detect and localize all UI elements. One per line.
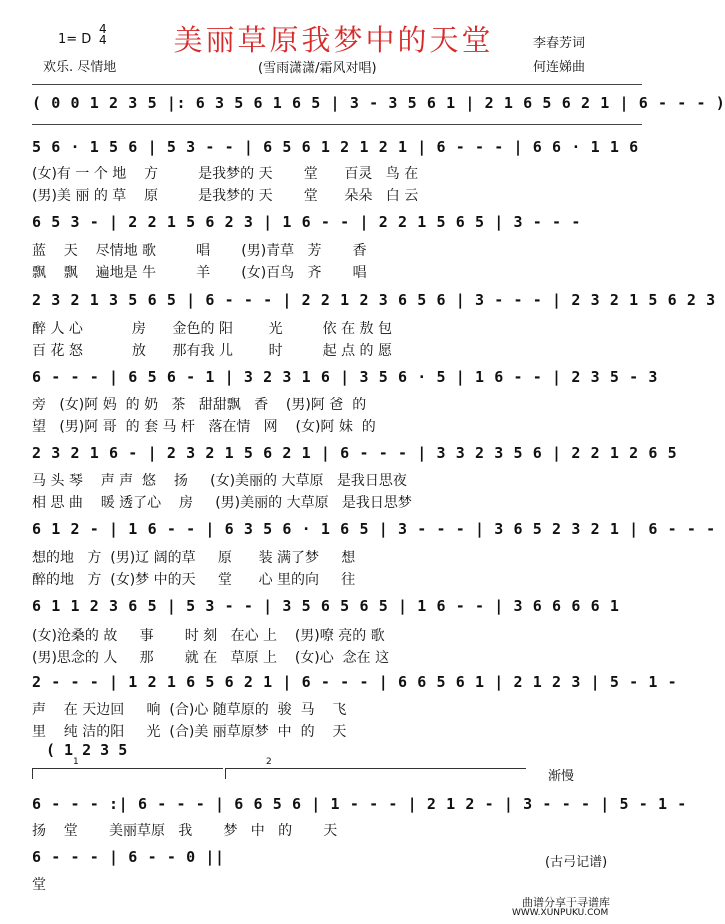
time-signature-bottom: 4 (99, 33, 107, 47)
lyric-line: 扬 堂 美丽草原 我 梦 中 的 天 (32, 823, 338, 839)
lyric-line: 百 花 怒 放 那有我 儿 时 起 点 的 愿 (32, 343, 393, 359)
time-signature-top: 4 (99, 22, 107, 36)
composer: 何连娣曲 (533, 60, 586, 75)
key-signature: 1= D (58, 32, 92, 47)
lyric-line: 旁 (女)阿 妈 的 奶 茶 甜甜飘 香 (男)阿 爸 的 (32, 397, 367, 413)
notation-line-3: 2 3 2 1 3 5 6 5 | 6 - - - | 2 2 1 2 3 6 5 6 | 3 - - - | 2 3 2 1 5 6 2 3 (32, 291, 716, 309)
lyric-line: 醉的地 方 (女)梦 中的天 堂 心 里的向 往 (32, 572, 356, 588)
song-subtitle: (雪雨潇潇/霜风对唱) (258, 61, 377, 76)
footer-site-url[interactable]: WWW.XUNPUKU.COM (512, 908, 609, 918)
notation-line-2: 6 5 3 - | 2 2 1 5 6 2 3 | 1 6 - - | 2 2 1 5 6 5 | 3 - - - (32, 213, 581, 231)
lyric-line: (男)思念的 人 那 就 在 草原 上 (女)心 念在 这 (32, 650, 390, 666)
notation-line-5: 2 3 2 1 6 - | 2 3 2 1 5 6 2 1 | 6 - - - | 3 3 2 3 5 6 | 2 2 1 2 6 5 (32, 444, 678, 462)
second-ending-bracket (225, 757, 526, 779)
lyricist: 李春芳词 (533, 36, 586, 51)
lyric-line: (女)有 一 个 地 方 是我梦的 天 堂 百灵 鸟 在 (32, 166, 419, 182)
lyric-line: 飘 飘 遍地是 牛 羊 (女)百鸟 齐 唱 (32, 265, 367, 281)
staff-rule (32, 124, 642, 125)
notation-line-10: 6 - - - | 6 - - 0 || (32, 848, 225, 866)
lyric-line: 蓝 天 尽情地 歌 唱 (男)青草 芳 香 (32, 243, 367, 259)
notation-line-1: 5 6 · 1 5 6 | 5 3 - - | 6 5 6 1 2 1 2 1 | 6 - - - | 6 6 · 1 1 6 (32, 138, 639, 156)
lyric-line: (男)美 丽 的 草 原 是我梦的 天 堂 朵朵 白 云 (32, 188, 419, 204)
lyric-line: 里 纯 洁的阳 光 (合)美 丽草原梦 中 的 天 (32, 724, 347, 740)
footer-site-name: 曲谱分享于寻谱库 (522, 896, 610, 909)
notation-line-7: 6 1 1 2 3 6 5 | 5 3 - - | 3 5 6 5 6 5 | 1 6 - - | 3 6 6 6 6 1 (32, 597, 620, 615)
second-ending-number: 2 (266, 757, 272, 767)
lyric-line: 马 头 琴 声 声 悠 扬 (女)美丽的 大草原 是我日思夜 (32, 473, 407, 489)
lyric-line: 醉 人 心 房 金色的 阳 光 依 在 敖 包 (32, 321, 393, 337)
first-ending-bracket (32, 757, 223, 779)
notation-line-0: ( 0 0 1 2 3 5 |: 6 3 5 6 1 6 5 | 3 - 3 5 6 1 | 2 1 6 5 6 2 1 | 6 - - - ) (32, 94, 725, 112)
tempo-marking: 欢乐. 尽情地 (43, 60, 117, 75)
lyric-line: (女)沧桑的 故 事 时 刻 在心 上 (男)嘹 亮的 歌 (32, 628, 385, 644)
ending-pickup: ( 1 2 3 5 (46, 741, 128, 759)
lyric-line: 想的地 方 (男)辽 阔的草 原 装 满了梦 想 (32, 550, 356, 566)
song-title: 美丽草原我梦中的天堂 (173, 23, 494, 57)
notation-line-8: 2 - - - | 1 2 1 6 5 6 2 1 | 6 - - - | 6 6 5 6 1 | 2 1 2 3 | 5 - 1 - (32, 673, 678, 691)
first-ending-number: 1 (73, 757, 79, 767)
notation-line-9: 6 - - - :| 6 - - - | 6 6 5 6 | 1 - - - | 2 1 2 - | 3 - - - | 5 - 1 - (32, 795, 687, 813)
lyric-line: 望 (男)阿 哥 的 套 马 杆 落在情 网 (女)阿 妹 的 (32, 419, 376, 435)
notation-line-6: 6 1 2 - | 1 6 - - | 6 3 5 6 · 1 6 5 | 3 - - - | 3 6 5 2 3 2 1 | 6 - - - (32, 520, 716, 538)
lyric-line: 相 思 曲 暖 透了心 房 (男)美丽的 大草原 是我日思梦 (32, 495, 412, 511)
gradually-slower-marking: 渐慢 (548, 769, 575, 784)
lyric-line: 堂 (32, 877, 46, 893)
staff-rule (32, 84, 642, 85)
lyric-line: 声 在 天边回 响 (合)心 随草原的 骏 马 飞 (32, 702, 347, 718)
notation-line-4: 6 - - - | 6 5 6 - 1 | 3 2 3 1 6 | 3 5 6 · 5 | 1 6 - - | 2 3 5 - 3 (32, 368, 658, 386)
transcriber-credit: (古弓记谱) (545, 855, 608, 870)
